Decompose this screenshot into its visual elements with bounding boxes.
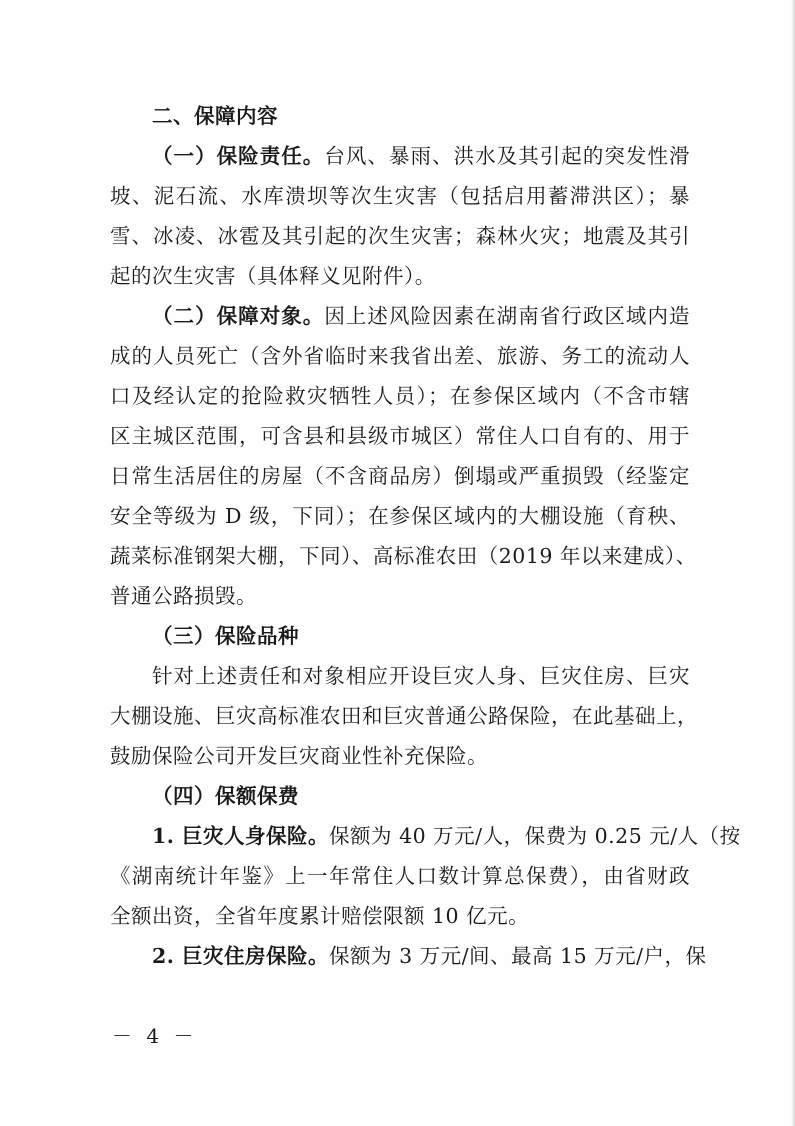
- paragraph-4-line-1: 针对上述责任和对象相应开设巨灾人身、巨灾住房、巨灾: [152, 664, 690, 688]
- page-number: － 4 －: [112, 1024, 198, 1048]
- paragraph-1-line-3: 雪、冰凌、冰雹及其引起的次生灾害；森林火灾；地震及其引: [110, 224, 690, 248]
- paragraph-6-line-2: 《湖南统计年鉴》上一年常住人口数计算总保费），由省财政: [110, 864, 690, 888]
- paragraph-4-line-2: 大棚设施、巨灾高标准农田和巨灾普通公路保险，在此基础上，: [110, 704, 698, 728]
- paragraph-7-line-1: 2. 巨灾住房保险。保额为 3 万元/间、最高 15 万元/户，保: [152, 944, 707, 968]
- paragraph-6-line-3: 全额出资，全省年度累计赔偿限额 10 亿元。: [110, 904, 530, 928]
- paragraph-1-line-1: （一）保险责任。台风、暴雨、洪水及其引起的突发性滑: [152, 144, 691, 168]
- paragraph-2-line-8: 普通公路损毁。: [110, 584, 257, 608]
- paragraph-2-line-5: 日常生活居住的房屋（不含商品房）倒塌或严重损毁（经鉴定: [110, 464, 690, 488]
- paragraph-2-line-2: 成的人员死亡（含外省临时来我省出差、旅游、务工的流动人: [110, 344, 690, 368]
- paragraph-2-line-6: 安全等级为 D 级，下同）；在参保区域内的大棚设施（育秧、: [110, 504, 690, 528]
- paragraph-2-line-3: 口及经认定的抢险救灾牺牲人员）；在参保区域内（不含市辖: [110, 384, 690, 408]
- subsection-heading-4: （四）保额保费: [152, 784, 299, 808]
- paragraph-2-line-7: 蔬菜标准钢架大棚，下同）、高标准农田（2019 年以来建成）、: [110, 544, 697, 568]
- subsection-heading-3: （三）保险品种: [152, 624, 299, 648]
- paragraph-1-line-4: 起的次生灾害（具体释义见附件）。: [110, 264, 436, 288]
- paragraph-2-line-1: （二）保障对象。因上述风险因素在湖南省行政区域内造: [152, 304, 691, 328]
- document-body: [110, 96, 741, 976]
- section-heading: 二、保障内容: [152, 104, 278, 128]
- paragraph-2-line-4: 区主城区范围，可含县和县级市城区）常住人口自有的、用于: [110, 424, 690, 448]
- paragraph-1-line-2: 坡、泥石流、水库溃坝等次生灾害（包括启用蓄滞洪区）；暴: [110, 184, 690, 208]
- paragraph-6-line-1: 1. 巨灾人身保险。保额为 40 万元/人，保费为 0.25 元/人（按: [152, 824, 741, 848]
- paragraph-4-line-3: 鼓励保险公司开发巨灾商业性补充保险。: [110, 744, 488, 768]
- page-edge-shadow: [791, 0, 795, 1126]
